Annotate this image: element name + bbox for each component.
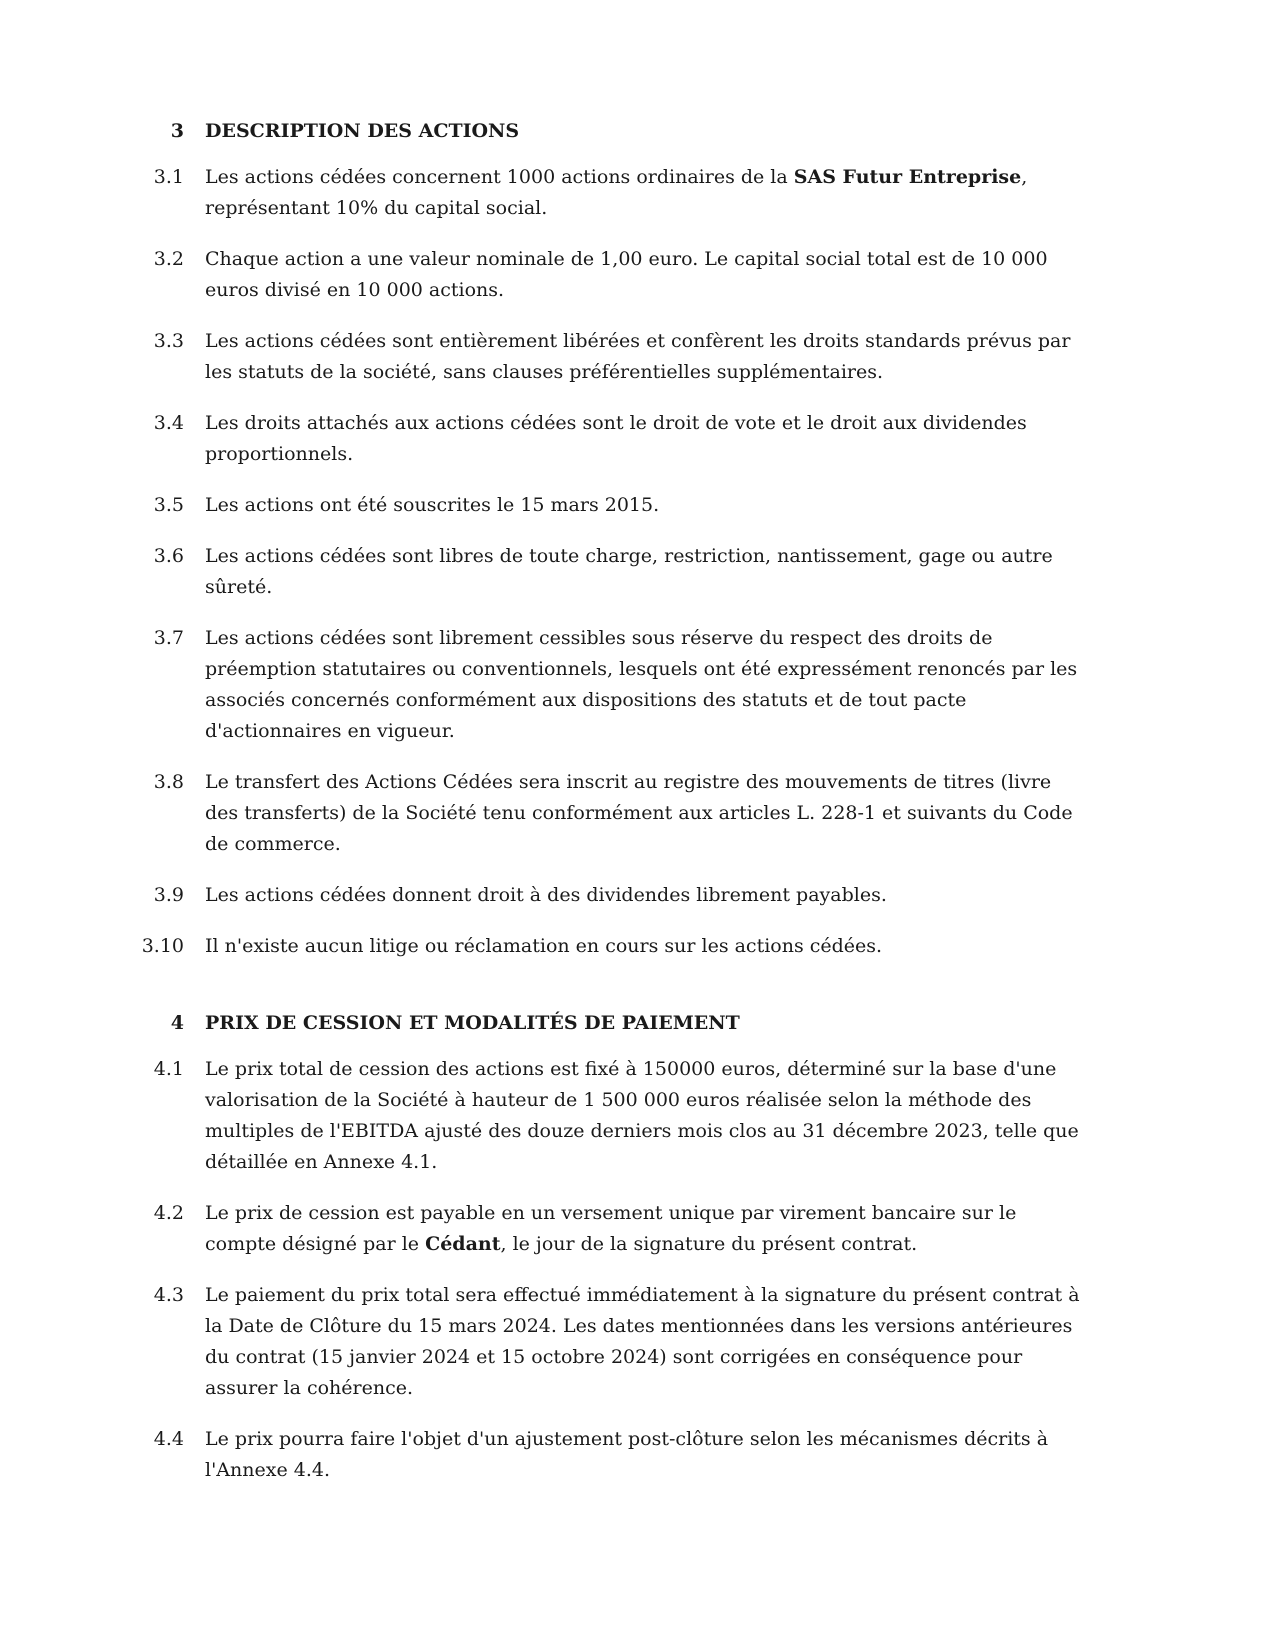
clause-text: Il n'existe aucun litige ou réclamation en cours sur les actions cédées. xyxy=(205,935,883,957)
company-name: SAS Futur Entreprise xyxy=(793,166,1022,188)
clause-text: Les actions cédées sont librement cessibles sous réserve du respect des droits de préemption statutaires ou conventionnels, lesquels ont été expressément renoncés par les associés concernés conformément aux dispositions des statuts et de tout pacte d'actionnaires en vigueur. xyxy=(205,627,1078,742)
clause-3-4 xyxy=(0,408,1275,470)
clause-number: 4.4 xyxy=(153,1428,184,1450)
clause-number: 3.6 xyxy=(153,545,184,567)
clause-text xyxy=(205,1198,1085,1260)
clause-4-2 xyxy=(0,1198,1275,1260)
clause-text: Le prix total de cession des actions est fixé à 150000 euros, déterminé sur la base d'une valorisation de la Société à hauteur de 1 500 000 euros réalisée selon la méthode des multiples de l'EBITDA ajusté des douze derniers mois clos au 31 décembre 2023, telle que détaillée en Annexe 4.1. xyxy=(205,1058,1079,1173)
clause-number: 3.5 xyxy=(153,494,184,516)
clause-3-8 xyxy=(0,767,1275,860)
clause-number: 3.9 xyxy=(153,884,184,906)
clause-text: Chaque action a une valeur nominale de 1,00 euro. Le capital social total est de 10 000 euros divisé en 10 000 actions. xyxy=(205,248,1048,301)
clause-number: 3.2 xyxy=(153,248,184,270)
clause-3-3 xyxy=(0,326,1275,388)
clause-text: Les actions cédées sont libres de toute charge, restriction, nantissement, gage ou autre sûreté. xyxy=(205,545,1053,598)
clause-number: 4.1 xyxy=(153,1058,184,1080)
clause-text: Les droits attachés aux actions cédées sont le droit de vote et le droit aux dividendes proportionnels. xyxy=(205,412,1027,465)
clause-number: 3.3 xyxy=(153,330,184,352)
clause-3-9 xyxy=(0,880,1275,911)
clause-text: Le prix pourra faire l'objet d'un ajustement post-clôture selon les mécanismes décrits à l'Annexe 4.4. xyxy=(205,1428,1049,1481)
section-heading xyxy=(0,116,1275,146)
clause-number: 3.8 xyxy=(153,771,184,793)
clause-text: Le transfert des Actions Cédées sera inscrit au registre des mouvements de titres (livre des transferts) de la Société tenu conformément aux articles L. 228-1 et suivants du Code de commerce. xyxy=(205,771,1073,855)
section-prix-de-cession xyxy=(0,1008,1275,1506)
clause-4-4 xyxy=(0,1424,1275,1486)
clause-number: 4.2 xyxy=(153,1202,184,1224)
clause-text-part: , le jour de la signature du présent contrat. xyxy=(500,1233,918,1255)
clause-3-10 xyxy=(0,931,1275,962)
clause-3-2 xyxy=(0,244,1275,306)
clause-text-part: , représentant 10% du capital social. xyxy=(205,166,1028,219)
section-heading xyxy=(0,1008,1275,1038)
clause-number: 3.1 xyxy=(153,166,184,188)
clause-text xyxy=(205,162,1085,224)
section-description-des-actions xyxy=(0,116,1275,982)
clause-3-1 xyxy=(0,162,1275,224)
clause-number: 3.10 xyxy=(141,935,184,957)
clause-3-7 xyxy=(0,623,1275,747)
clause-text: Les actions ont été souscrites le 15 mars 2015. xyxy=(205,494,660,516)
clause-text: Le paiement du prix total sera effectué immédiatement à la signature du présent contrat à la Date de Clôture du 15 mars 2024. Les dates mentionnées dans les versions antérieures du contrat (15 janvier 2024 et 15 octobre 2024) sont corrigées en conséquence pour assurer la cohérence. xyxy=(205,1284,1080,1399)
section-number: 3 xyxy=(170,120,184,142)
party-name: Cédant xyxy=(425,1233,501,1255)
clause-number: 3.7 xyxy=(153,627,184,649)
clause-4-1 xyxy=(0,1054,1275,1178)
clause-3-5 xyxy=(0,490,1275,521)
clause-4-3 xyxy=(0,1280,1275,1404)
section-title: DESCRIPTION DES ACTIONS xyxy=(205,120,520,142)
clause-3-6 xyxy=(0,541,1275,603)
clause-text-part: Les actions cédées concernent 1000 actions ordinaires de la xyxy=(205,166,794,188)
clause-text: Les actions cédées sont entièrement libérées et confèrent les droits standards prévus par les statuts de la société, sans clauses préférentielles supplémentaires. xyxy=(205,330,1071,383)
clause-number: 3.4 xyxy=(153,412,184,434)
section-title: PRIX DE CESSION ET MODALITÉS DE PAIEMENT xyxy=(205,1012,740,1034)
clause-number: 4.3 xyxy=(153,1284,184,1306)
section-number: 4 xyxy=(170,1012,184,1034)
clause-text-part: Le prix de cession est payable en un versement unique par virement bancaire sur le compte désigné par le xyxy=(205,1202,1017,1255)
clause-text: Les actions cédées donnent droit à des dividendes librement payables. xyxy=(205,884,887,906)
